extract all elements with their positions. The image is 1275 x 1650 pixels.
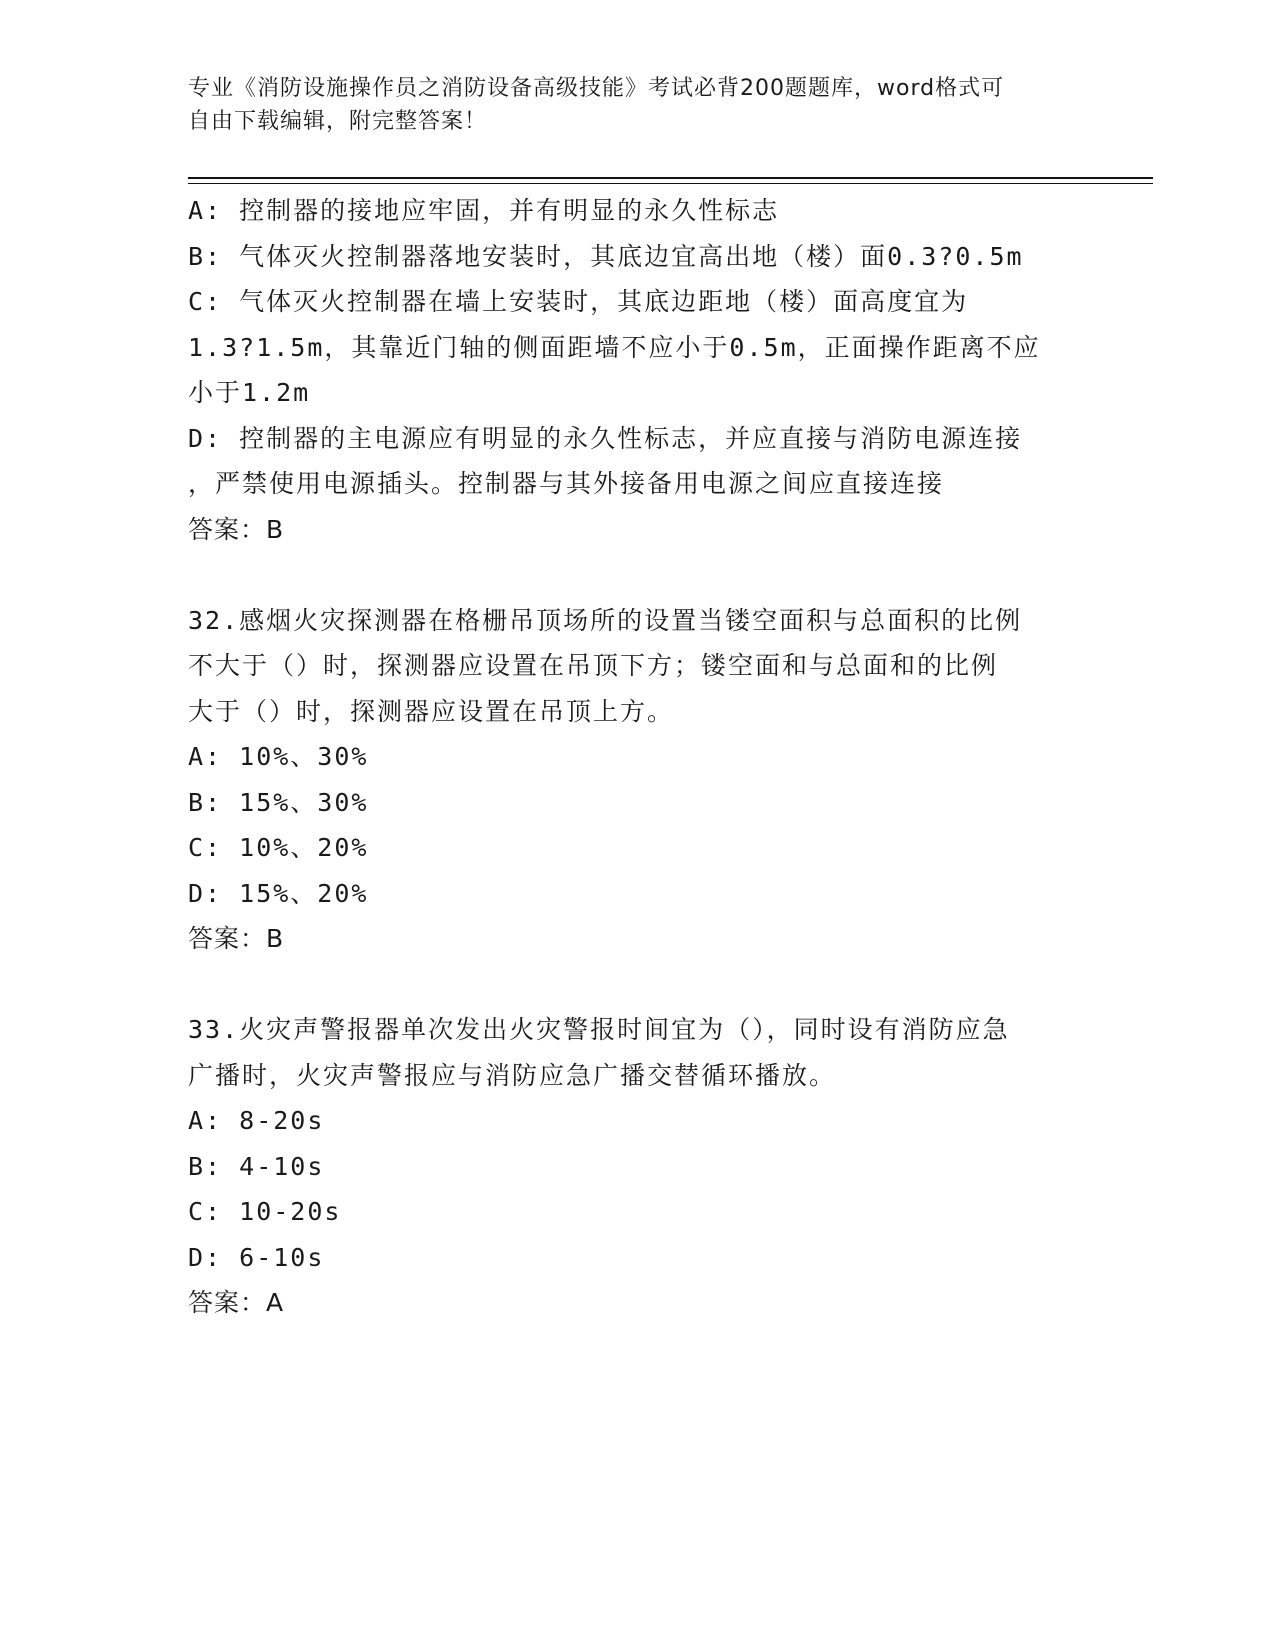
q31-option-c-line-3: 小于1.2m xyxy=(188,378,311,407)
q33-option-a: A: 8-20s xyxy=(188,1106,325,1135)
q33-answer: 答案：A xyxy=(188,1288,285,1317)
q32-option-b: B: 15%、30% xyxy=(188,787,369,817)
q31-option-c-line-1: C: 气体灭火控制器在墙上安装时，其底边距地（楼）面高度宜为 xyxy=(188,287,969,316)
question-33 xyxy=(188,1007,1088,1326)
q32-stem-line-2: 不大于（）时，探测器应设置在吊顶下方；镂空面和与总面和的比例 xyxy=(188,651,999,680)
header-line-1: 专业《消防设施操作员之消防设备高级技能》考试必背200题题库，word格式可 xyxy=(188,76,1005,101)
q33-stem-line-2: 广播时，火灾声警报应与消防应急广播交替循环播放。 xyxy=(188,1060,837,1090)
spacer xyxy=(188,962,1088,1008)
q31-option-d-line-1: D: 控制器的主电源应有明显的永久性标志，并应直接与消防电源连接 xyxy=(188,423,1023,453)
q32-option-c: C: 10%、20% xyxy=(188,833,369,862)
header-divider-thin xyxy=(188,183,1153,184)
q33-option-d: D: 6-10s xyxy=(188,1242,325,1272)
q32-answer: 答案：B xyxy=(188,924,285,953)
q32-stem-line-1: 32.感烟火灾探测器在格栅吊顶场所的设置当镂空面积与总面积的比例 xyxy=(188,605,1023,635)
document-body xyxy=(188,188,1088,1326)
q31-option-c-line-2: 1.3?1.5m，其靠近门轴的侧面距墙不应小于0.5m，正面操作距离不应 xyxy=(188,332,1041,362)
header-line-2: 自由下载编辑，附完整答案！ xyxy=(188,109,488,134)
spacer xyxy=(188,552,1088,598)
q33-option-c: C: 10-20s xyxy=(188,1197,342,1226)
q33-stem-line-1: 33.火灾声警报器单次发出火灾警报时间宜为（），同时设有消防应急 xyxy=(188,1015,1010,1044)
q32-stem-line-3: 大于（）时，探测器应设置在吊顶上方。 xyxy=(188,696,675,726)
q31-option-b: B: 气体灭火控制器落地安装时，其底边宜高出地（楼）面0.3?0.5m xyxy=(188,241,1024,271)
q31-option-a: A: 控制器的接地应牢固，并有明显的永久性标志 xyxy=(188,196,780,225)
q31-option-d-line-2: ，严禁使用电源插头。控制器与其外接备用电源之间应直接连接 xyxy=(188,469,945,498)
document-header xyxy=(188,72,1068,138)
question-31-options xyxy=(188,188,1088,552)
question-32 xyxy=(188,598,1088,962)
q32-option-a: A: 10%、30% xyxy=(188,742,369,771)
q33-option-b: B: 4-10s xyxy=(188,1151,325,1181)
q31-answer: 答案：B xyxy=(188,514,285,544)
q32-option-d: D: 15%、20% xyxy=(188,878,369,908)
header-divider-thick xyxy=(188,177,1153,179)
